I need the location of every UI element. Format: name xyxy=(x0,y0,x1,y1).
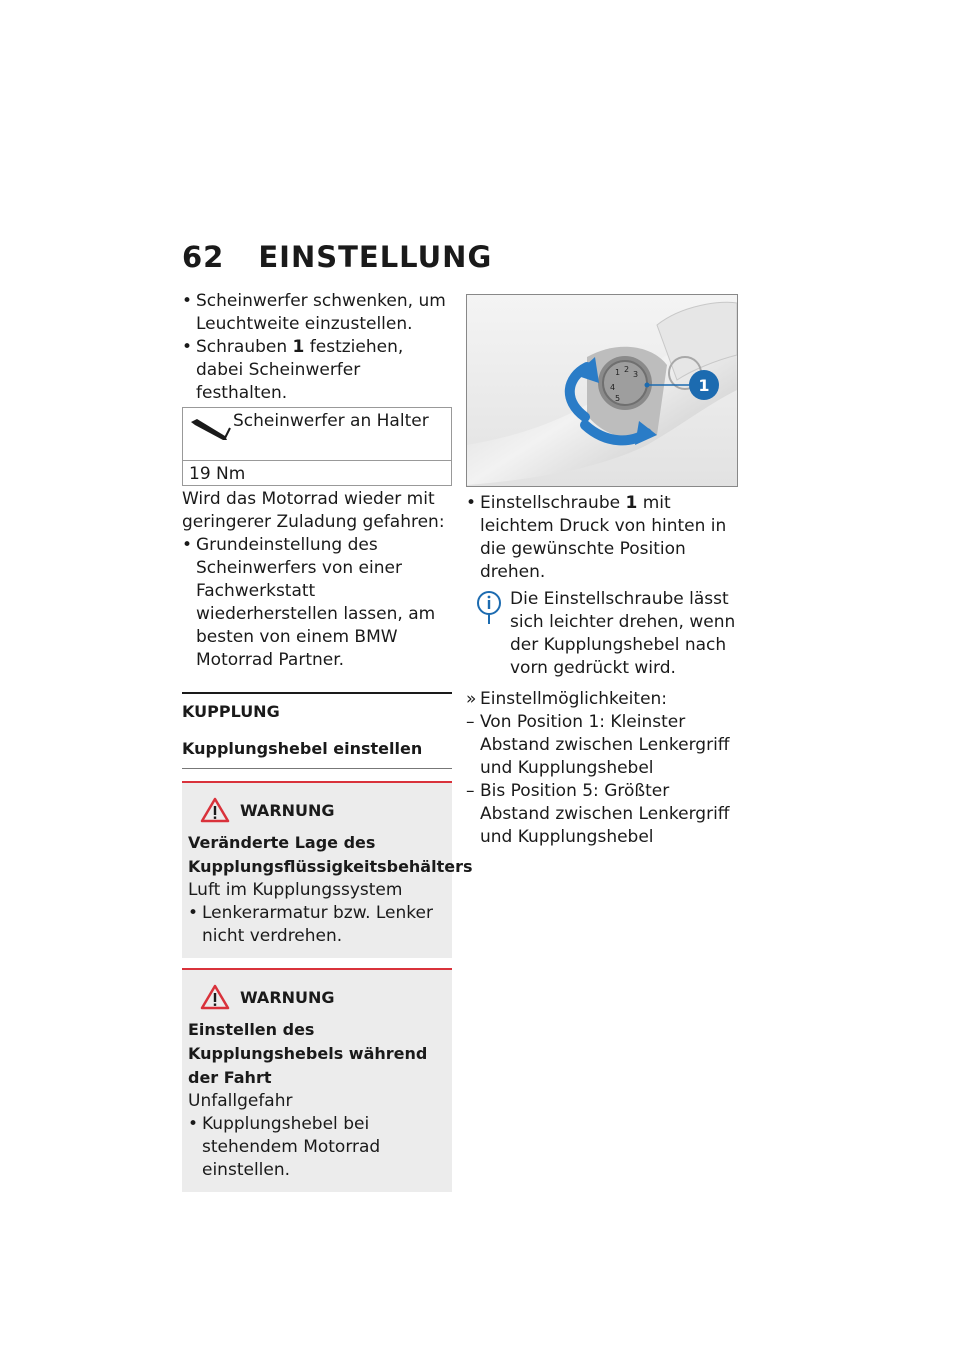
option-item xyxy=(466,780,738,849)
warning-action xyxy=(188,1113,446,1182)
page-number: 62 xyxy=(182,240,225,274)
dial-label: 2 xyxy=(624,365,630,374)
warning-action xyxy=(188,902,446,948)
torque-label: Scheinwerfer an Halter xyxy=(233,411,429,431)
torque-table xyxy=(182,407,452,486)
step-text: Grundeinstellung des Scheinwerfers von einer Fachwerkstatt wiederherstellen lassen, am besten von einem BMW Motorrad Partner. xyxy=(196,535,436,670)
dial-label: 3 xyxy=(633,370,639,379)
option-text: Von Position 1: Kleinster Abstand zwischen Lenkergriff und Kupplungshebel xyxy=(480,712,730,778)
step-text-post: festziehen, dabei Scheinwerfer festhalten. xyxy=(196,337,404,403)
step-list-item xyxy=(466,492,738,584)
bullet-icon: • xyxy=(182,337,193,357)
reference-number: 1 xyxy=(625,493,638,513)
clutch-lever-illustration xyxy=(467,295,737,486)
result-item xyxy=(466,688,738,711)
dial-label: 4 xyxy=(610,383,616,392)
warning-box xyxy=(182,968,452,1192)
page-header xyxy=(182,240,492,274)
warning-action-text: Lenkerarmatur bzw. Lenker nicht verdrehen. xyxy=(202,903,433,946)
warning-label: WARNUNG xyxy=(240,800,335,820)
bullet-icon: • xyxy=(188,1114,199,1134)
warning-label: WARNUNG xyxy=(240,987,335,1007)
info-text: Die Einstellschraube lässt sich leichter drehen, wenn der Kupplungshebel nach vorn gedrückt wird. xyxy=(510,589,736,678)
callout-number: 1 xyxy=(698,376,710,395)
torque-value: 19 Nm xyxy=(189,464,246,484)
step-list-item xyxy=(182,290,452,336)
torque-header xyxy=(183,408,451,461)
dial-label: 1 xyxy=(615,368,621,377)
warning-consequence: Luft im Kupplungssystem xyxy=(188,880,403,900)
step-text-post: mit leichtem Druck von hinten in die gewünschte Position drehen. xyxy=(480,493,727,582)
section-divider xyxy=(182,692,452,694)
chapter-title: EINSTELLUNG xyxy=(258,240,493,274)
option-item xyxy=(466,711,738,780)
step-text: Scheinwerfer schwenken, um Leuchtweite einzustellen. xyxy=(196,291,446,334)
warning-consequence: Unfallgefahr xyxy=(188,1091,293,1111)
step-text-pre: Einstellschraube xyxy=(480,493,626,513)
dash-icon: – xyxy=(466,781,475,801)
warning-title: Einstellen des Kupplungshebels während der Fahrt xyxy=(188,1020,428,1087)
step-list-item xyxy=(182,336,452,405)
option-text: Bis Position 5: Größter Abstand zwischen Lenkergriff und Kupplungshebel xyxy=(480,781,730,847)
bullet-icon: • xyxy=(466,493,477,513)
clutch-lever-figure xyxy=(466,294,738,487)
warning-box xyxy=(182,781,473,958)
result-text: Einstellmöglichkeiten: xyxy=(480,689,668,709)
warning-triangle-icon xyxy=(200,797,230,823)
warning-action-text: Kupplungshebel bei stehendem Motorrad einstellen. xyxy=(202,1114,381,1180)
subsection-title: Kupplungshebel einstellen xyxy=(182,737,452,769)
warning-title: Veränderte Lage des Kupplungsflüssigkeitsbehälters xyxy=(188,833,473,876)
step-list-item xyxy=(182,534,452,672)
reference-number: 1 xyxy=(292,337,305,357)
dial-label: 5 xyxy=(615,394,621,403)
warning-triangle-icon xyxy=(200,984,230,1010)
left-column xyxy=(182,290,473,1192)
condition-text: Wird das Motorrad wieder mit geringerer Zuladung gefahren: xyxy=(182,489,445,532)
info-note xyxy=(466,588,738,680)
dash-icon: – xyxy=(466,712,475,732)
result-arrow-icon: » xyxy=(466,689,477,709)
torque-wrench-icon xyxy=(189,416,231,442)
warning-header xyxy=(188,797,446,823)
info-icon xyxy=(476,590,502,626)
step-text-pre: Schrauben xyxy=(196,337,293,357)
bullet-icon: • xyxy=(188,903,199,923)
section-title: KUPPLUNG xyxy=(182,702,280,721)
bullet-icon: • xyxy=(182,535,193,555)
bullet-icon: • xyxy=(182,291,193,311)
right-column xyxy=(466,492,738,849)
warning-header xyxy=(188,984,446,1010)
